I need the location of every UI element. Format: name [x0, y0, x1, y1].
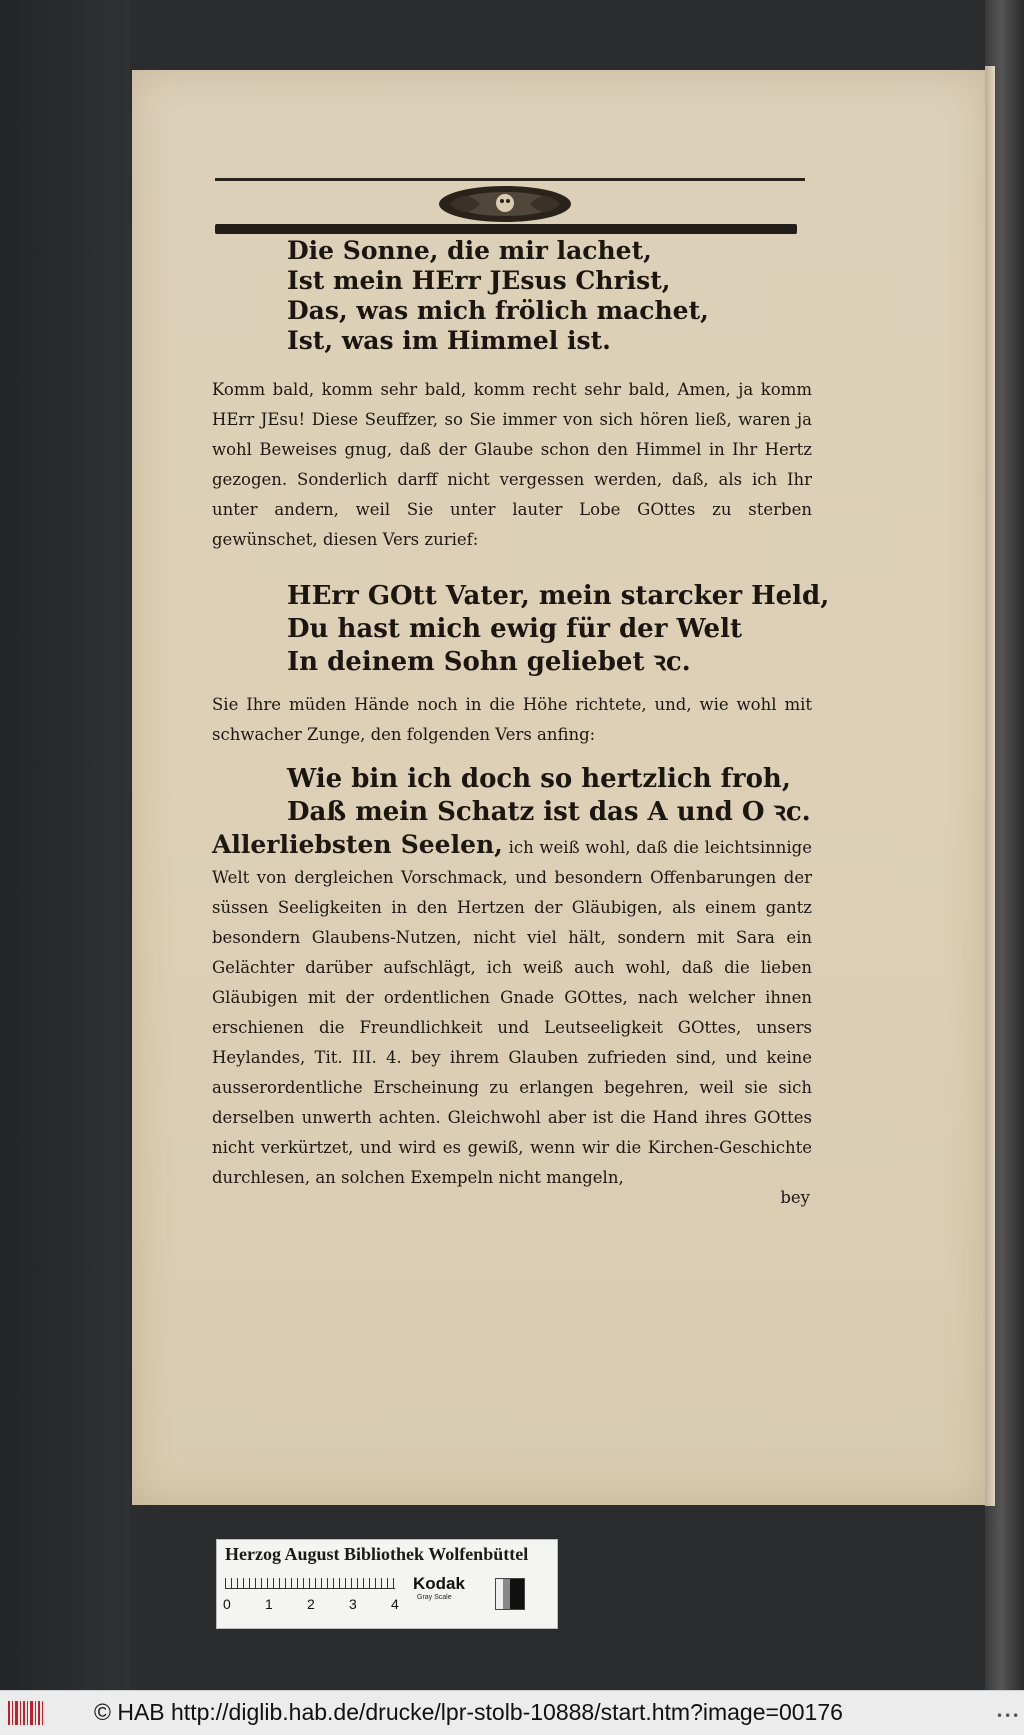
- verse-block-1: [287, 236, 807, 356]
- ornament-rule-bottom: [215, 224, 797, 234]
- scan-backdrop-left: [0, 0, 130, 1690]
- ruler-number: 3: [349, 1596, 357, 1612]
- source-url[interactable]: © HAB http://diglib.hab.de/drucke/lpr-stolb-10888/start.htm?image=00176: [94, 1699, 843, 1725]
- ruler: [225, 1574, 395, 1589]
- paragraph-3: [212, 830, 812, 1193]
- library-name: Herzog August Bibliothek Wolfenbüttel: [225, 1544, 529, 1564]
- verse-line: Du hast mich ewig für der Welt: [287, 614, 742, 644]
- paragraph-body: ich weiß wohl, daß die leichtsinnige Welt von dergleichen Vorschmack, und besondern Offenbarungen der süssen Seeligkeiten in den Hertzen der Gläubigen, als einem gantz besondern Glaubens-Nutzen, nicht viel hält, sondern mit Sara ein Gelächter darüber aufschlägt, ich weiß auch wohl, daß die lieben Gläubigen mit der ordentlichen Gnade GOttes, nach welcher ihnen erschienen die Freundlichkeit und Leutseeligkeit GOttes, unsers Heylandes, Tit. III. 4. bey ihrem Glauben zufrieden sind, und keine ausserordentliche Erscheinung zu erlangen begehren, weil sie sich derselben unwerth achten. Gleichwohl aber ist die Hand ihres GOttes nicht verkürtzet, und wird es gewiß, wenn wir die Kirchen-Geschichte durchlesen, an solchen Exempeln nicht mangeln,: [212, 838, 813, 1187]
- ruler-number: 2: [307, 1596, 315, 1612]
- verse-line: Ist mein HErr JEsus Christ,: [287, 266, 671, 295]
- verse-line: Ist, was im Himmel ist.: [287, 326, 611, 355]
- paragraph-lead: Allerliebsten Seelen,: [212, 830, 503, 859]
- verse-line: Daß mein Schatz ist das A und O ꝛc.: [287, 797, 811, 827]
- book-page-edge: [985, 66, 995, 1506]
- verse-block-3: [287, 763, 811, 829]
- ornament-rule-top: [215, 178, 805, 181]
- more-icon[interactable]: •••: [996, 1709, 1021, 1723]
- kodak-logo: Kodak: [413, 1574, 465, 1593]
- gray-patch: [495, 1578, 525, 1610]
- paragraph-2: Sie Ihre müden Hände noch in die Höhe richtete, und, wie wohl mit schwacher Zunge, den folgenden Vers anfing:: [212, 695, 812, 744]
- ruler-number: 1: [265, 1596, 273, 1612]
- gray-scale-label: Gray Scale: [417, 1594, 452, 1601]
- barcode-icon: [6, 1697, 46, 1729]
- verse-line: Das, was mich frölich machet,: [287, 296, 709, 325]
- paragraph-1: Komm bald, komm sehr bald, komm recht sehr bald, Amen, ja komm HErr JEsu! Diese Seuffzer, so Sie immer von sich hören ließ, waren ja wohl Beweises gnug, daß der Glaube schon den Himmel in Ihr Hertz gezogen. Sonderlich darff nicht vergessen werden, daß, als ich Ihr unter andern, weil Sie unter lauter Lobe GOttes zu sterben gewünschet, diesen Vers zurief:: [212, 380, 812, 549]
- decorative-headpiece-icon: [430, 182, 580, 226]
- verse-line: Die Sonne, die mir lachet,: [287, 236, 652, 265]
- ruler-number: 4: [391, 1596, 399, 1612]
- verse-line: Wie bin ich doch so hertzlich froh,: [287, 764, 791, 794]
- verse-line: HErr GOtt Vater, mein starcker Held,: [287, 581, 830, 611]
- color-scale-card: [216, 1539, 558, 1629]
- ruler-number: 0: [223, 1596, 231, 1612]
- footer-bar: [0, 1690, 1024, 1735]
- verse-line: In deinem Sohn geliebet ꝛc.: [287, 647, 691, 677]
- verse-block-2: [287, 580, 830, 679]
- catchword: bey: [780, 1188, 810, 1207]
